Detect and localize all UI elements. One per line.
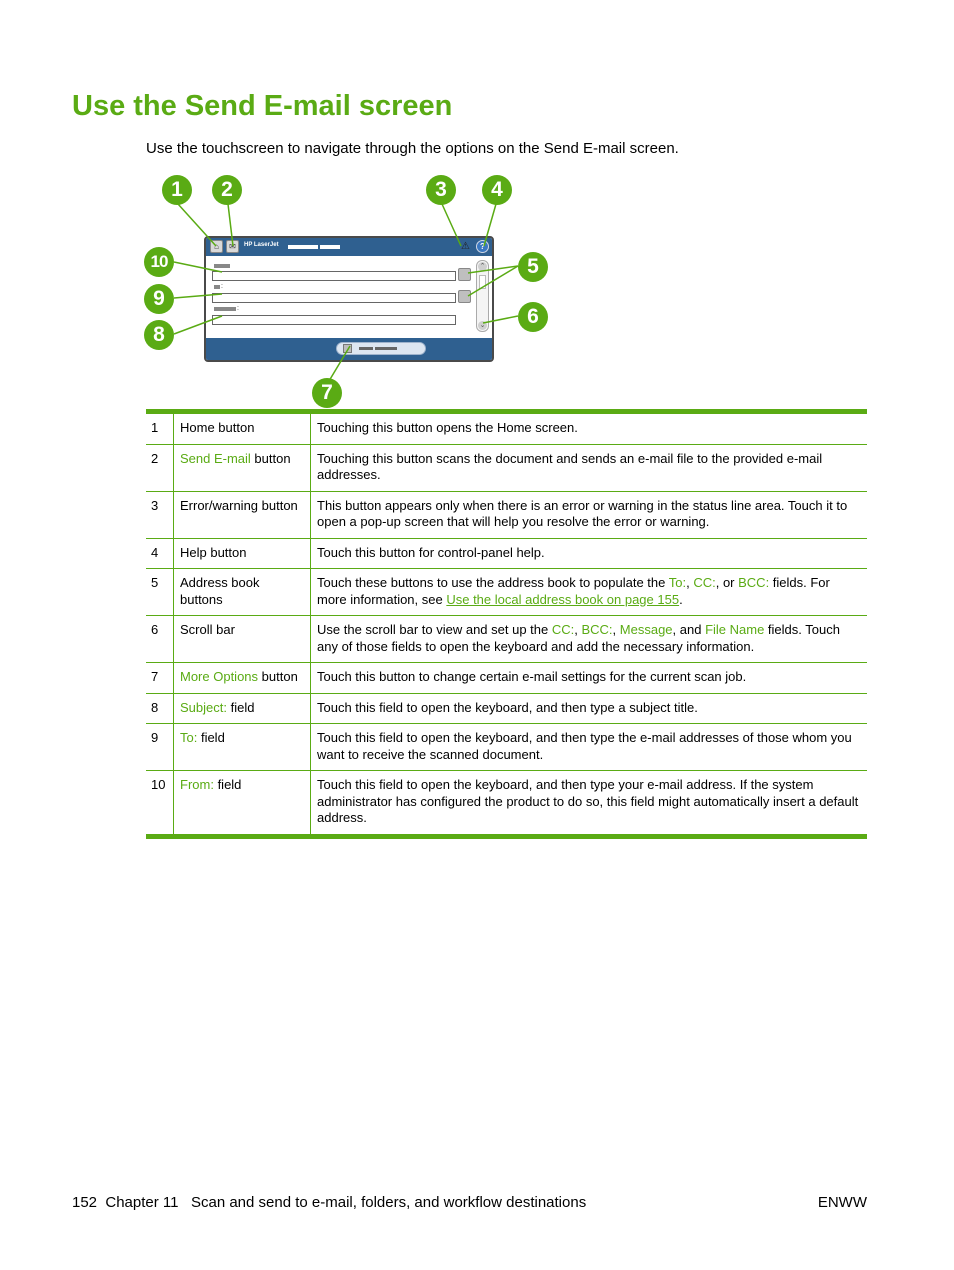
item-term: More Options	[180, 669, 259, 684]
table-row	[146, 568, 867, 615]
scroll-down-icon[interactable]: ⌄	[479, 322, 486, 329]
footer-left	[72, 1194, 586, 1211]
callout-8: 8	[144, 320, 174, 350]
item-term: To:	[180, 730, 198, 745]
table-row	[146, 444, 867, 491]
intro-text: Use the touchscreen to navigate through the options on the Send E-mail screen.	[146, 140, 679, 157]
row-item: Scroll bar	[174, 616, 311, 662]
desc-text: ,	[574, 622, 582, 637]
status-label: HP LaserJet	[244, 242, 279, 248]
to-term: To:	[668, 575, 687, 590]
row-description: Touch this button to change certain e-mail settings for the current scan job.	[317, 669, 747, 684]
callout-9: 9	[144, 284, 174, 314]
table-row	[146, 723, 867, 770]
send-email-screen-figure	[140, 168, 560, 413]
row-number: 6	[146, 616, 174, 662]
row-number: 7	[146, 663, 174, 693]
table-row	[146, 662, 867, 693]
callout-10: 10	[144, 247, 174, 277]
desc-text: , and	[672, 622, 706, 637]
row-description: This button appears only when there is an error or warning in the status line area. Touch it to open a pop-up screen that will help you resolve the error or warning.	[317, 497, 848, 529]
row-number: 8	[146, 694, 174, 724]
to-label-colon: :	[221, 283, 223, 290]
help-icon[interactable]: ?	[476, 240, 489, 253]
row-item	[174, 771, 311, 834]
row-item: Error/warning button	[174, 492, 311, 538]
row-number: 5	[146, 569, 174, 615]
callout-5: 5	[518, 252, 548, 282]
item-term: Subject:	[180, 699, 227, 715]
row-number: 10	[146, 771, 174, 834]
callout-7: 7	[312, 378, 342, 408]
bcc-term: BCC:	[738, 575, 770, 590]
item-rest: field	[226, 699, 255, 715]
callout-1: 1	[162, 175, 192, 205]
row-description: Touch this field to open the keyboard, and then type a subject title.	[317, 699, 698, 715]
file-name-term: File Name	[705, 622, 765, 637]
desc-text: Use the scroll bar to view and set up the	[317, 622, 552, 637]
table-row	[146, 693, 867, 724]
row-description: Touch this button for control-panel help.	[317, 544, 545, 560]
row-description: Touch this field to open the keyboard, and then type the e-mail addresses of those whom you want to receive the scanned document.	[317, 730, 852, 762]
scroll-up-icon[interactable]: ⌃	[479, 263, 486, 270]
item-rest: field	[213, 777, 242, 792]
table-row	[146, 538, 867, 569]
row-item	[174, 724, 311, 770]
row-description: Touching this button opens the Home screen.	[317, 420, 578, 435]
desc-text: , or	[715, 575, 739, 590]
row-number: 9	[146, 724, 174, 770]
page-title: Use the Send E-mail screen	[72, 90, 453, 122]
row-description: Touch this field to open the keyboard, and then type your e-mail address. If the system administrator has configured the product to do so, this field might automatically insert a default address.	[317, 777, 859, 825]
row-item	[174, 694, 311, 724]
row-item	[174, 663, 311, 693]
row-item: Help button	[174, 539, 311, 569]
row-item: Home button	[174, 414, 311, 444]
home-icon[interactable]: ⌂	[210, 240, 223, 253]
row-number: 1	[146, 414, 174, 444]
chapter-title: Chapter 11 Scan and send to e-mail, folders, and workflow destinations	[105, 1194, 587, 1211]
address-book-link[interactable]: Use the local address book on page 155	[446, 591, 680, 607]
row-item: Address book buttons	[174, 569, 311, 615]
subject-label-colon: :	[237, 305, 239, 312]
item-term: From:	[180, 777, 214, 792]
desc-text: Touch these buttons to use the address book to populate the	[317, 575, 669, 590]
desc-text: ,	[612, 622, 620, 637]
callout-6: 6	[518, 302, 548, 332]
desc-text: ,	[686, 575, 694, 590]
desc-text: .	[679, 591, 683, 607]
send-email-icon[interactable]: ✉	[226, 240, 239, 253]
table-row	[146, 414, 867, 444]
row-description: Touching this button scans the document and sends an e-mail file to the provided e-mail addresses.	[317, 450, 823, 482]
item-rest: field	[197, 730, 225, 745]
row-item	[174, 445, 311, 491]
cc-term: CC:	[693, 575, 716, 590]
row-description	[311, 616, 867, 662]
footer-right: ENWW	[817, 1194, 867, 1211]
callout-3: 3	[426, 175, 456, 205]
callout-table	[146, 409, 867, 839]
bcc-term: BCC:	[581, 622, 613, 637]
row-number: 2	[146, 445, 174, 491]
callout-4: 4	[482, 175, 512, 205]
item-rest: button	[258, 669, 298, 684]
table-row	[146, 615, 867, 662]
desc-text: fields. For more information, see	[317, 575, 830, 607]
message-term: Message	[619, 622, 673, 637]
warning-icon[interactable]: ⚠	[461, 241, 470, 252]
table-row	[146, 770, 867, 834]
cc-term: CC:	[551, 622, 575, 637]
row-description	[311, 569, 867, 615]
table-row	[146, 491, 867, 538]
page-number: 152	[72, 1194, 98, 1211]
item-rest: button	[250, 450, 291, 466]
callout-2: 2	[212, 175, 242, 205]
row-number: 4	[146, 539, 174, 569]
item-term: Send E-mail	[180, 450, 251, 466]
row-number: 3	[146, 492, 174, 538]
desc-text: fields. Touch any of those fields to open the keyboard and add the necessary information.	[317, 622, 840, 654]
